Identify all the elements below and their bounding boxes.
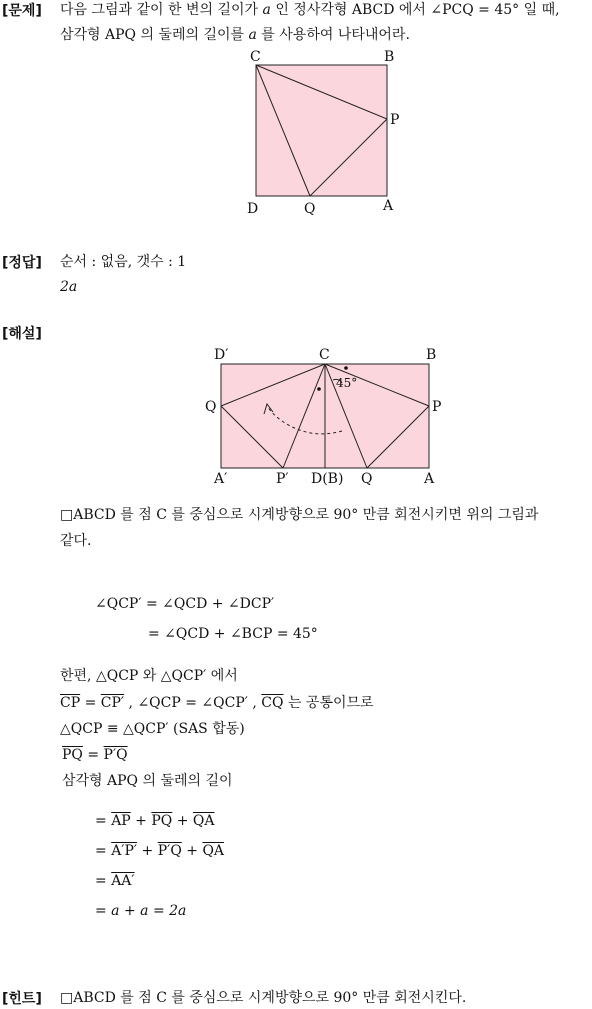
label-p: P (390, 112, 400, 128)
congruent-text: △QCP ≡ △QCP′ (SAS 합동) (60, 721, 245, 737)
meanwhile-text: 한편, △QCP 와 △QCP′ 에서 (60, 668, 238, 684)
segment-label: $\overline{AP}$ (111, 813, 131, 829)
label-a-prime: A′ (214, 471, 228, 487)
segment-label: CP′ (100, 695, 125, 711)
operator: = (95, 813, 112, 829)
pq-equality (62, 745, 128, 765)
solution-tag: [해설] (2, 326, 42, 342)
hint-tag: [힌트] (2, 991, 42, 1007)
operator: = (82, 747, 104, 763)
hint-text: □ABCD 를 점 C 를 중심으로 시계방향으로 90° 만큼 회전시킨다. (60, 990, 467, 1006)
label-db: D(B) (311, 471, 344, 487)
label-q-2: Q (361, 471, 373, 487)
label-b: B (426, 347, 437, 363)
label-q: Q (205, 399, 217, 415)
problem-text: 다음 그림과 같이 한 변의 길이가 (60, 2, 263, 18)
operator: = (95, 873, 112, 889)
operator: = (95, 843, 112, 859)
variable-a: a (262, 2, 271, 18)
segment-label: $\overline{QA}$ (202, 843, 225, 859)
answer-value: 2a (60, 279, 78, 295)
angle-label: 45° (336, 376, 358, 390)
problem-text: 인 정사각형 ABCD 에서 ∠PCQ = 45° 일 때, (270, 2, 560, 18)
perimeter-step-1 (95, 813, 215, 829)
angle-dot (317, 387, 321, 391)
segment-label: P′Q (157, 843, 182, 859)
condition-text: 는 공통이므로 (283, 695, 374, 711)
perimeter-title: 삼각형 APQ 의 둘레의 길이 (62, 773, 233, 789)
segment-label: A′P′ (111, 843, 138, 859)
perimeter-step-3 (95, 873, 135, 889)
operator: = (80, 695, 101, 711)
label-d: D (247, 201, 259, 217)
label-p: P (432, 399, 442, 415)
problem-line-2 (60, 25, 410, 45)
operator: + (130, 813, 152, 829)
angle-dot (344, 366, 348, 370)
label-c: C (250, 49, 261, 65)
label-a: A (383, 198, 394, 214)
segment-label: $\overline{QA}$ (192, 813, 215, 829)
operator: + (172, 813, 193, 829)
segment-label: $\overline{PQ}$ (151, 813, 173, 829)
answer-meta: 순서 : 없음, 갯수 : 1 (60, 254, 187, 270)
equation-2: = ∠QCD + ∠BCP = 45° (148, 626, 318, 642)
rotation-text-1: □ABCD 를 점 C 를 중심으로 시계방향으로 90° 만큼 회전시키면 위의 그림과 (60, 507, 539, 523)
square-abcd (256, 65, 387, 196)
solution-figure (200, 343, 450, 488)
answer-tag: [정답] (2, 255, 42, 271)
segment-label: $\overline{CQ}$ (261, 695, 284, 711)
label-a: A (424, 471, 435, 487)
variable-a: a (248, 27, 257, 43)
operator: + (181, 843, 203, 859)
label-b: B (384, 49, 395, 65)
segment-label: P′Q (103, 747, 128, 763)
problem-text: 를 사용하여 나타내어라. (256, 27, 410, 43)
perimeter-step-4: = a + a = 2a (95, 903, 187, 919)
segment-label: AA′ (111, 873, 135, 889)
label-p-prime: P′ (276, 471, 289, 487)
label-q: Q (304, 201, 316, 217)
label-d-prime: D′ (214, 347, 229, 363)
equation-1: ∠QCP′ = ∠QCD + ∠DCP′ (95, 596, 275, 612)
problem-figure (230, 45, 420, 220)
segment-label: $\overline{PQ}$ (62, 747, 83, 763)
problem-line-1 (60, 0, 560, 20)
segment-label: $\overline{CP}$ (60, 695, 81, 711)
perimeter-step-2 (95, 843, 224, 859)
rotation-text-2: 같다. (60, 533, 92, 549)
problem-tag: [문제] (2, 3, 42, 19)
congruence-conditions (60, 693, 374, 713)
operator: + (137, 843, 158, 859)
condition-text: , ∠QCP = ∠QCP′ , (124, 695, 262, 711)
label-c: C (319, 347, 330, 363)
problem-text: 삼각형 APQ 의 둘레의 길이를 (60, 27, 249, 43)
